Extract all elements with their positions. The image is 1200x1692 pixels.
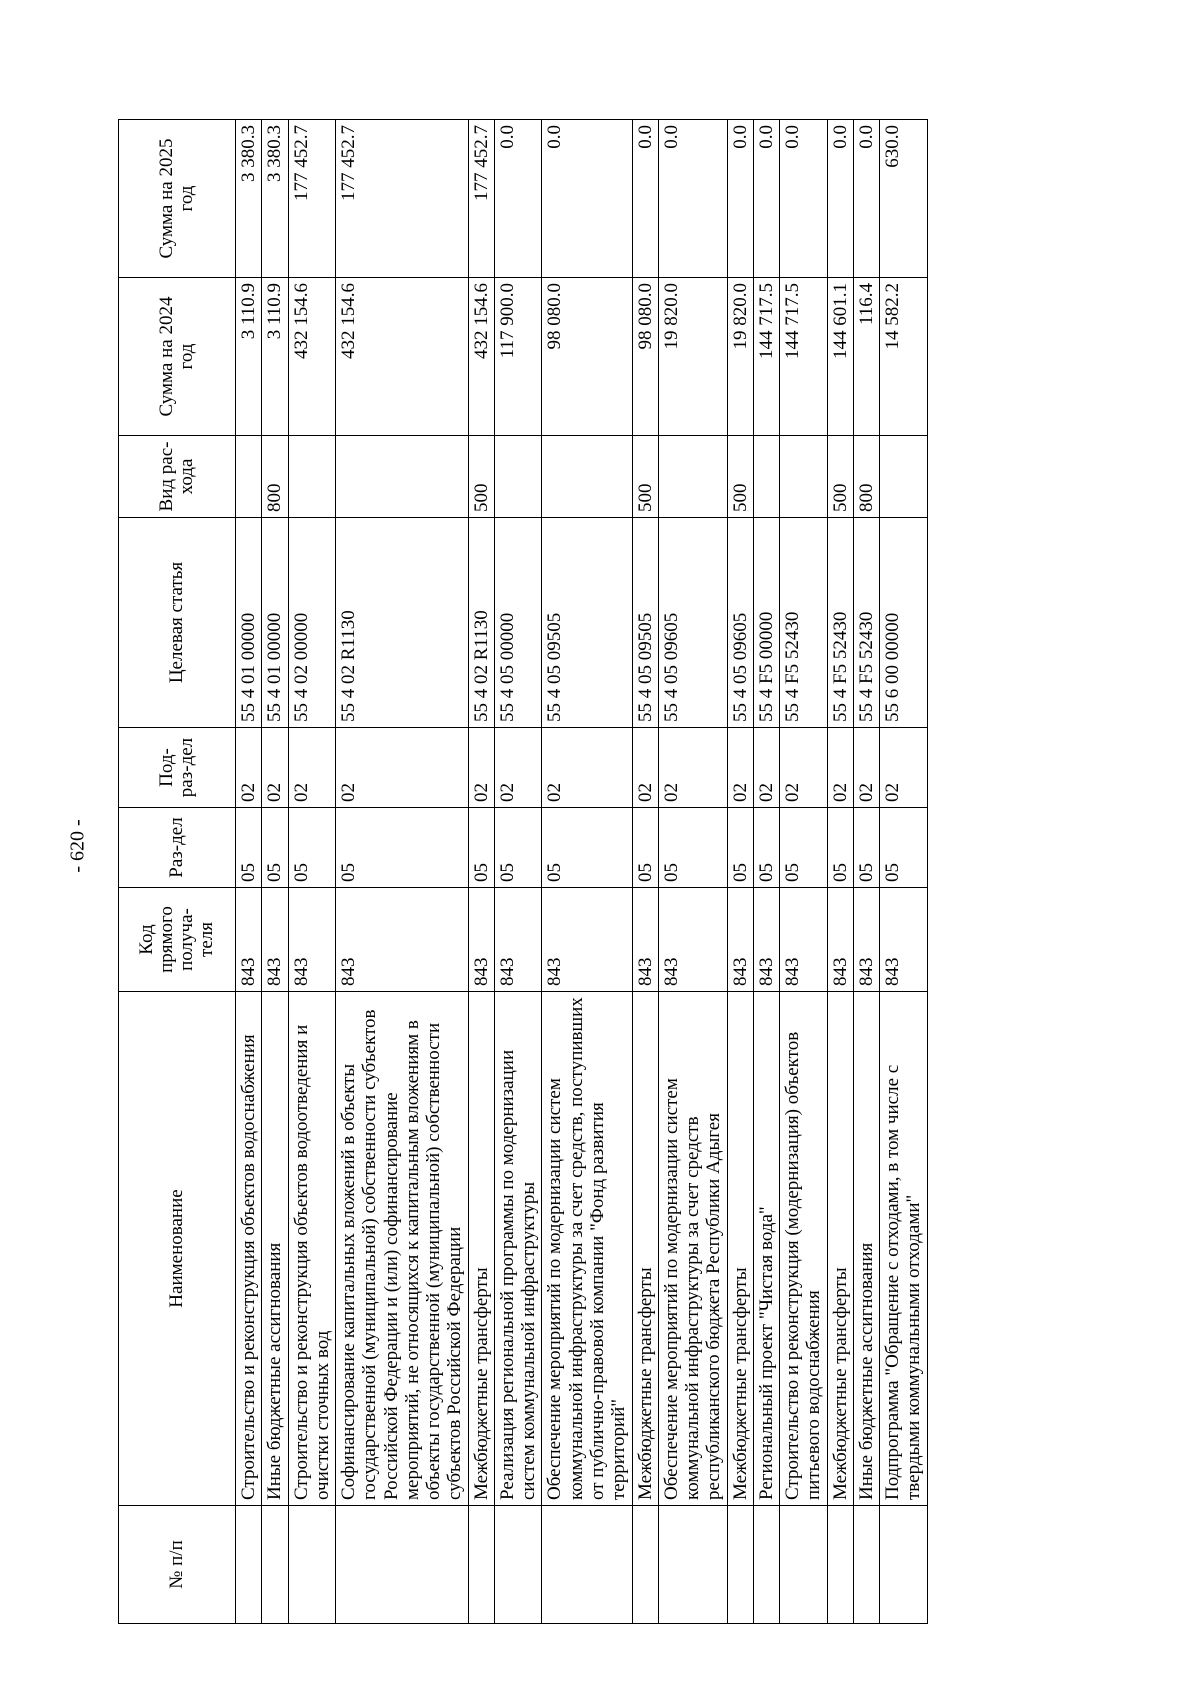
cell-name: Строительство и реконструкция объектов водоотведения и очистки сточных вод [288, 992, 336, 1506]
cell-article: 55 4 F5 52430 [827, 518, 853, 728]
cell-sum-2025: 630.0 [880, 120, 928, 278]
cell-vid [494, 436, 542, 518]
cell-code: 843 [288, 888, 336, 992]
cell-num [780, 1506, 828, 1624]
header-article: Целевая статья [119, 518, 236, 728]
table-row [236, 120, 262, 1624]
cell-sum-2024: 116.4 [853, 278, 879, 436]
cell-num [880, 1506, 928, 1624]
cell-sum-2024: 3 110.9 [236, 278, 262, 436]
header-name: Наименование [119, 992, 236, 1506]
cell-name: Обеспечение мероприятий по модернизации систем коммунальной инфраструктуры за счет средств, поступивших от публично-правовой компании "Фонд развития территорий" [542, 992, 632, 1506]
cell-code: 843 [853, 888, 879, 992]
cell-sum-2025: 0.0 [658, 120, 727, 278]
cell-podrazdel: 02 [262, 728, 288, 808]
cell-code: 843 [494, 888, 542, 992]
cell-code: 843 [468, 888, 494, 992]
cell-vid: 500 [632, 436, 658, 518]
cell-podrazdel: 02 [853, 728, 879, 808]
cell-num [236, 1506, 262, 1624]
cell-razdel: 05 [753, 808, 779, 888]
cell-num [542, 1506, 632, 1624]
cell-num [494, 1506, 542, 1624]
cell-name: Подпрограмма "Обращение с отходами, в том числе с твердыми коммунальными отходами" [880, 992, 928, 1506]
table-row [336, 120, 469, 1624]
cell-code: 843 [753, 888, 779, 992]
cell-vid [236, 436, 262, 518]
cell-name: Обеспечение мероприятий по модернизации систем коммунальной инфраструктуры за счет средств республиканского бюджета Республики Адыгея [658, 992, 727, 1506]
table-row [288, 120, 336, 1624]
table-row [853, 120, 879, 1624]
cell-article: 55 4 02 00000 [288, 518, 336, 728]
cell-sum-2024: 432 154.6 [336, 278, 469, 436]
table-row [780, 120, 828, 1624]
table-row [632, 120, 658, 1624]
cell-sum-2024: 98 080.0 [632, 278, 658, 436]
cell-sum-2025: 0.0 [727, 120, 753, 278]
cell-podrazdel: 02 [494, 728, 542, 808]
cell-num [827, 1506, 853, 1624]
cell-code: 843 [727, 888, 753, 992]
table-row [753, 120, 779, 1624]
table-row [262, 120, 288, 1624]
cell-razdel: 05 [658, 808, 727, 888]
cell-podrazdel: 02 [288, 728, 336, 808]
table-row [658, 120, 727, 1624]
cell-name: Региональный проект "Чистая вода" [753, 992, 779, 1506]
cell-code: 843 [880, 888, 928, 992]
cell-podrazdel: 02 [727, 728, 753, 808]
cell-num [753, 1506, 779, 1624]
cell-num [658, 1506, 727, 1624]
table-row [880, 120, 928, 1624]
cell-num [468, 1506, 494, 1624]
cell-name: Строительство и реконструкция объектов водоснабжения [236, 992, 262, 1506]
header-podrazdel: Под-раз-дел [119, 728, 236, 808]
cell-article: 55 4 01 00000 [236, 518, 262, 728]
header-sum-2025: Сумма на 2025 год [119, 120, 236, 278]
cell-sum-2025: 0.0 [853, 120, 879, 278]
cell-num [727, 1506, 753, 1624]
cell-article: 55 4 05 09605 [727, 518, 753, 728]
cell-num [853, 1506, 879, 1624]
cell-podrazdel: 02 [827, 728, 853, 808]
cell-podrazdel: 02 [236, 728, 262, 808]
cell-sum-2024: 98 080.0 [542, 278, 632, 436]
cell-num [336, 1506, 469, 1624]
cell-razdel: 05 [542, 808, 632, 888]
cell-razdel: 05 [780, 808, 828, 888]
cell-vid: 500 [727, 436, 753, 518]
cell-sum-2024: 19 820.0 [658, 278, 727, 436]
cell-article: 55 4 02 R1130 [336, 518, 469, 728]
cell-razdel: 05 [236, 808, 262, 888]
cell-vid: 800 [262, 436, 288, 518]
cell-sum-2025: 0.0 [827, 120, 853, 278]
cell-razdel: 05 [827, 808, 853, 888]
cell-razdel: 05 [727, 808, 753, 888]
cell-vid [780, 436, 828, 518]
rotated-table-container [118, 120, 1118, 1624]
cell-name: Реализация региональной программы по модернизации систем коммунальной инфраструктуры [494, 992, 542, 1506]
cell-sum-2025: 0.0 [632, 120, 658, 278]
cell-sum-2024: 14 582.2 [880, 278, 928, 436]
table-row [494, 120, 542, 1624]
cell-sum-2024: 144 601.1 [827, 278, 853, 436]
cell-name: Иные бюджетные ассигнования [853, 992, 879, 1506]
cell-sum-2025: 0.0 [494, 120, 542, 278]
cell-vid [336, 436, 469, 518]
table-row [727, 120, 753, 1624]
cell-vid [288, 436, 336, 518]
cell-sum-2024: 3 110.9 [262, 278, 288, 436]
cell-num [262, 1506, 288, 1624]
header-sum-2024: Сумма на 2024 год [119, 278, 236, 436]
cell-code: 843 [632, 888, 658, 992]
cell-sum-2025: 177 452.7 [468, 120, 494, 278]
cell-sum-2025: 3 380.3 [262, 120, 288, 278]
cell-article: 55 4 05 00000 [494, 518, 542, 728]
cell-name: Иные бюджетные ассигнования [262, 992, 288, 1506]
budget-table [118, 119, 928, 1624]
header-code: Код прямого получа-теля [119, 888, 236, 992]
header-razdel: Раз-дел [119, 808, 236, 888]
cell-article: 55 4 F5 52430 [853, 518, 879, 728]
cell-name: Межбюджетные трансферты [827, 992, 853, 1506]
cell-sum-2024: 144 717.5 [753, 278, 779, 436]
cell-article: 55 4 05 09505 [632, 518, 658, 728]
cell-code: 843 [262, 888, 288, 992]
cell-code: 843 [236, 888, 262, 992]
cell-razdel: 05 [336, 808, 469, 888]
cell-article: 55 4 02 R1130 [468, 518, 494, 728]
cell-vid [658, 436, 727, 518]
cell-code: 843 [780, 888, 828, 992]
cell-code: 843 [658, 888, 727, 992]
page-number: - 620 - [66, 819, 89, 873]
cell-vid [753, 436, 779, 518]
cell-article: 55 4 F5 52430 [780, 518, 828, 728]
header-vid: Вид рас-хода [119, 436, 236, 518]
cell-vid: 800 [853, 436, 879, 518]
cell-sum-2024: 144 717.5 [780, 278, 828, 436]
cell-sum-2025: 0.0 [542, 120, 632, 278]
cell-num [288, 1506, 336, 1624]
cell-sum-2024: 19 820.0 [727, 278, 753, 436]
cell-article: 55 4 05 09605 [658, 518, 727, 728]
table-row [827, 120, 853, 1624]
table-row [542, 120, 632, 1624]
cell-article: 55 4 05 09505 [542, 518, 632, 728]
cell-vid [880, 436, 928, 518]
cell-name: Межбюджетные трансферты [632, 992, 658, 1506]
cell-sum-2025: 177 452.7 [288, 120, 336, 278]
cell-razdel: 05 [632, 808, 658, 888]
table-body [236, 120, 928, 1624]
cell-podrazdel: 02 [468, 728, 494, 808]
cell-article: 55 4 F5 00000 [753, 518, 779, 728]
cell-sum-2025: 3 380.3 [236, 120, 262, 278]
cell-code: 843 [542, 888, 632, 992]
cell-name: Софинансирование капитальных вложений в объекты государственной (муниципальной) собственности субъектов Российской Федерации и (или) софинансирование мероприятий, не относящихся к капитальным вложениям в объекты государственной (муниципальной) собственности субъектов Российской Федерации [336, 992, 469, 1506]
cell-razdel: 05 [880, 808, 928, 888]
cell-code: 843 [827, 888, 853, 992]
cell-sum-2024: 432 154.6 [468, 278, 494, 436]
cell-podrazdel: 02 [542, 728, 632, 808]
cell-sum-2024: 432 154.6 [288, 278, 336, 436]
cell-sum-2025: 0.0 [780, 120, 828, 278]
cell-sum-2025: 177 452.7 [336, 120, 469, 278]
cell-name: Межбюджетные трансферты [727, 992, 753, 1506]
cell-razdel: 05 [494, 808, 542, 888]
cell-razdel: 05 [288, 808, 336, 888]
cell-podrazdel: 02 [336, 728, 469, 808]
cell-vid: 500 [827, 436, 853, 518]
cell-name: Межбюджетные трансферты [468, 992, 494, 1506]
cell-article: 55 4 01 00000 [262, 518, 288, 728]
cell-podrazdel: 02 [658, 728, 727, 808]
cell-razdel: 05 [853, 808, 879, 888]
cell-podrazdel: 02 [753, 728, 779, 808]
cell-sum-2025: 0.0 [753, 120, 779, 278]
cell-code: 843 [336, 888, 469, 992]
cell-podrazdel: 02 [780, 728, 828, 808]
cell-podrazdel: 02 [880, 728, 928, 808]
cell-num [632, 1506, 658, 1624]
cell-podrazdel: 02 [632, 728, 658, 808]
cell-article: 55 6 00 00000 [880, 518, 928, 728]
table-header-row [119, 120, 236, 1624]
cell-razdel: 05 [468, 808, 494, 888]
cell-name: Строительство и реконструкция (модернизация) объектов питьевого водоснабжения [780, 992, 828, 1506]
table-row [468, 120, 494, 1624]
cell-vid [542, 436, 632, 518]
cell-razdel: 05 [262, 808, 288, 888]
header-num: № п/п [119, 1506, 236, 1624]
cell-vid: 500 [468, 436, 494, 518]
cell-sum-2024: 117 900.0 [494, 278, 542, 436]
